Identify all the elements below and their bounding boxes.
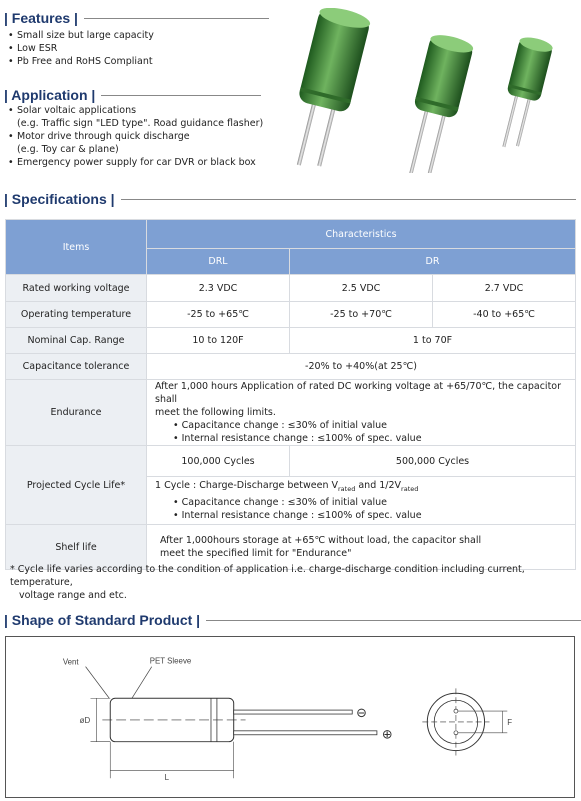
header-dr: DR: [290, 249, 576, 275]
table-cell: 10 to 120F: [147, 328, 290, 354]
features-list: [8, 29, 154, 68]
heading-rule: [206, 620, 581, 621]
table-row: [6, 275, 576, 302]
cycle-definition-cell: 1 Cycle : Charge-Discharge between $V_{rated}$ and $1/2V_{rated}$ • Capacitance change : ≤30% of initial value • Internal resistance change : ≤100% of spec. value: [147, 477, 576, 525]
row-label: Endurance: [6, 380, 147, 446]
table-cell: 500,000 Cycles: [290, 446, 576, 477]
heading-rule: [101, 95, 261, 96]
table-row: [6, 302, 576, 328]
table-header-row: [6, 220, 576, 249]
row-label: Projected Cycle Life*: [6, 446, 147, 525]
specifications-table: [5, 219, 576, 570]
application-list: [8, 104, 263, 169]
list-item: • Solar voltaic applications: [8, 105, 137, 116]
table-cell: 2.5 VDC: [290, 275, 433, 302]
specifications-heading: | Specifications |: [4, 191, 576, 207]
list-item: • Small size but large capacity: [8, 30, 154, 41]
table-row: [6, 328, 576, 354]
row-label: Capacitance tolerance: [6, 354, 147, 380]
table-row: [6, 354, 576, 380]
table-row: [6, 446, 576, 477]
application-heading: | Application |: [4, 87, 261, 103]
table-cell: 100,000 Cycles: [147, 446, 290, 477]
list-item: • Motor drive through quick discharge: [8, 131, 190, 142]
list-item: • Low ESR: [8, 43, 58, 54]
row-label: Rated working voltage: [6, 275, 147, 302]
list-item-note: (e.g. Toy car & plane): [17, 144, 119, 155]
endurance-cell: After 1,000 hours Application of rated DC working voltage at +65/70℃, the capacitor shall meet the following limits. • Capacitance change : ≤30% of initial value • Internal resistance change : ≤100% of spec. value: [147, 380, 576, 446]
table-cell: -40 to +65℃: [433, 302, 576, 328]
capacitor-product-photo: [290, 8, 575, 173]
shape-heading: | Shape of Standard Product |: [4, 612, 581, 628]
header-items: Items: [6, 220, 147, 275]
lead-negative: [234, 710, 353, 714]
vent-label: Vent: [62, 657, 79, 667]
minus-icon: ⊖: [356, 706, 367, 721]
table-row: [6, 380, 576, 446]
list-item: • Pb Free and RoHS Compliant: [8, 56, 153, 67]
diameter-label: øD: [79, 715, 91, 725]
table-cell: 2.3 VDC: [147, 275, 290, 302]
table-cell: -25 to +65℃: [147, 302, 290, 328]
heading-rule: [84, 18, 269, 19]
table-cell: 1 to 70F: [290, 328, 576, 354]
pitch-label: F: [507, 717, 513, 727]
footnote: * Cycle life varies according to the condition of application i.e. charge-discharge condition including current, temperature, voltage range and etc.: [10, 564, 525, 601]
row-label: Nominal Cap. Range: [6, 328, 147, 354]
row-label: Operating temperature: [6, 302, 147, 328]
header-drl: DRL: [147, 249, 290, 275]
lead-positive: [234, 731, 377, 735]
header-characteristics: Characteristics: [147, 220, 576, 249]
heading-rule: [121, 199, 576, 200]
list-item: • Emergency power supply for car DVR or black box: [8, 157, 256, 168]
row-label: Shelf life: [6, 525, 147, 570]
features-heading: | Features |: [4, 10, 269, 26]
pet-sleeve-label: PET Sleeve: [149, 656, 192, 666]
list-item-note: (e.g. Traffic sign "LED type". Road guidance flasher): [17, 118, 264, 129]
table-cell: 2.7 VDC: [433, 275, 576, 302]
table-cell: -25 to +70℃: [290, 302, 433, 328]
table-cell: -20% to +40%(at 25℃): [147, 354, 576, 380]
shelf-life-cell: After 1,000hours storage at +65℃ without load, the capacitor shall meet the specified limit for "Endurance": [147, 525, 576, 570]
plus-icon: ⊕: [381, 727, 393, 743]
dimension-drawing: [5, 636, 575, 798]
length-label: L: [164, 773, 169, 783]
